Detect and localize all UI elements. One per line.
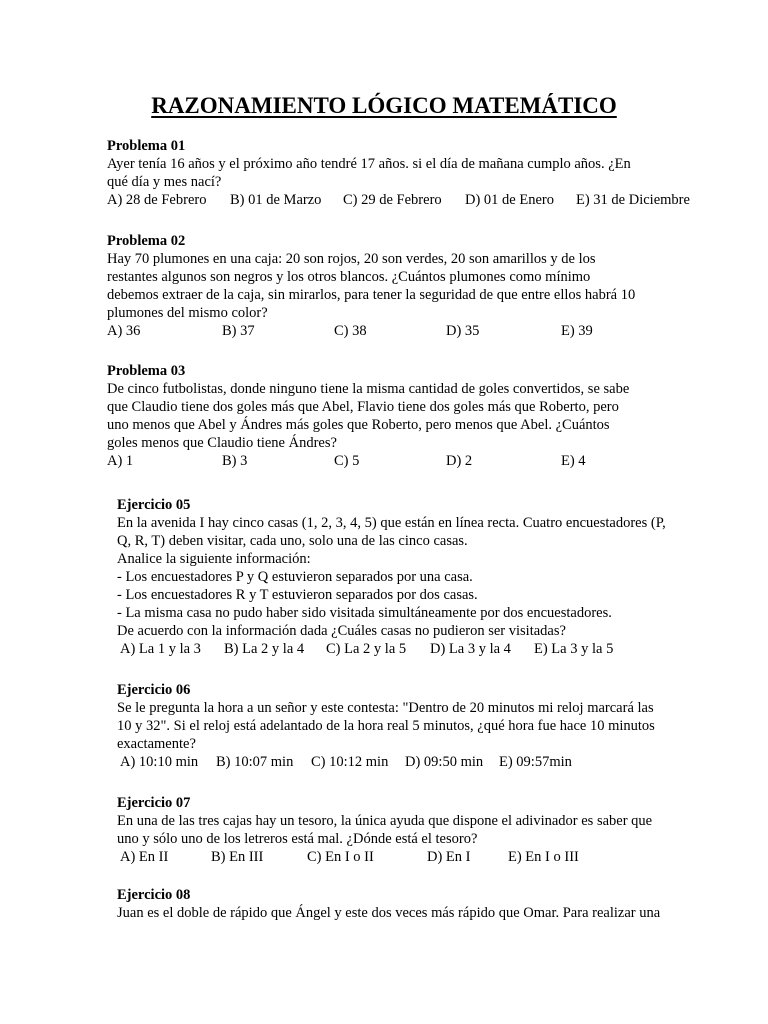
exercise-heading: Ejercicio 07 <box>117 795 191 811</box>
answer-options <box>117 848 727 866</box>
exercise-text-line: uno y sólo uno de los letreros está mal. ¿Dónde está el tesoro? <box>117 831 478 847</box>
problem-text-line: debemos extraer de la caja, sin mirarlos, para tener la seguridad de que entre ellos habrá 10 <box>107 287 636 303</box>
option-a: A) La 1 y la 3 <box>120 641 201 657</box>
option-c: C) La 2 y la 5 <box>326 641 407 657</box>
problem-01 <box>107 137 727 209</box>
option-e: E) En I o III <box>508 849 579 865</box>
page-title: RAZONAMIENTO LÓGICO MATEMÁTICO <box>151 93 617 118</box>
exercise-text-line: Se le pregunta la hora a un señor y este contesta: "Dentro de 20 minutos mi reloj marcará las <box>117 700 654 716</box>
option-b: B) 01 de Marzo <box>230 192 322 208</box>
option-d: D) La 3 y la 4 <box>430 641 511 657</box>
problem-text-line: Ayer tenía 16 años y el próximo año tendré 17 años. si el día de mañana cumplo años. ¿En <box>107 156 631 172</box>
problem-text-line: qué día y mes nací? <box>107 174 222 190</box>
option-e: E) 09:57min <box>499 754 572 770</box>
exercise-text-line: - Los encuestadores R y T estuvieron separados por dos casas. <box>117 587 478 603</box>
option-e: E) 31 de Diciembre <box>576 192 690 208</box>
answer-options <box>107 452 727 470</box>
exercise-text-line: De acuerdo con la información dada ¿Cuáles casas no pudieron ser visitadas? <box>117 623 566 639</box>
option-d: D) 09:50 min <box>405 754 484 770</box>
problem-text-line: plumones del mismo color? <box>107 305 268 321</box>
exercise-07 <box>117 794 727 866</box>
option-a: A) 10:10 min <box>120 754 199 770</box>
exercise-text-line: En una de las tres cajas hay un tesoro, la única ayuda que dispone el adivinador es saber que <box>117 813 653 829</box>
option-a: A) En II <box>120 849 169 865</box>
problem-text-line: restantes algunos son negros y los otros blancos. ¿Cuántos plumones como mínimo <box>107 269 591 285</box>
option-c: C) En I o II <box>307 849 374 865</box>
exercise-text-line: Q, R, T) deben visitar, cada uno, solo una de las cinco casas. <box>117 533 468 549</box>
option-c: C) 38 <box>334 323 367 339</box>
exercise-08 <box>117 886 727 922</box>
answer-options <box>117 640 727 658</box>
exercise-text-line: Analice la siguiente información: <box>117 551 311 567</box>
option-a: A) 1 <box>107 453 134 469</box>
problem-heading: Problema 03 <box>107 363 186 379</box>
option-d: D) 01 de Enero <box>465 192 554 208</box>
problem-03 <box>107 362 727 470</box>
problem-heading: Problema 01 <box>107 138 186 154</box>
option-e: E) La 3 y la 5 <box>534 641 614 657</box>
option-a: A) 36 <box>107 323 141 339</box>
exercise-text-line: exactamente? <box>117 736 196 752</box>
problem-text-line: uno menos que Abel y Ándres más goles que Roberto, pero menos que Abel. ¿Cuántos <box>107 417 610 433</box>
problem-text-line: De cinco futbolistas, donde ninguno tiene la misma cantidad de goles convertidos, se sabe <box>107 381 630 397</box>
exercise-heading: Ejercicio 05 <box>117 497 191 513</box>
problem-02 <box>107 232 727 340</box>
exercise-text-line: En la avenida I hay cinco casas (1, 2, 3, 4, 5) que están en línea recta. Cuatro encuestadores (P, <box>117 515 666 531</box>
option-d: D) 2 <box>446 453 473 469</box>
exercise-text-line: Juan es el doble de rápido que Ángel y este dos veces más rápido que Omar. Para realizar una <box>117 905 661 921</box>
option-c: C) 29 de Febrero <box>343 192 442 208</box>
exercise-text-line: - Los encuestadores P y Q estuvieron separados por una casa. <box>117 569 473 585</box>
problem-text-line: goles menos que Claudio tiene Ándres? <box>107 435 337 451</box>
answer-options <box>117 753 727 771</box>
problem-text-line: Hay 70 plumones en una caja: 20 son rojos, 20 son verdes, 20 son amarillos y de los <box>107 251 596 267</box>
option-b: B) La 2 y la 4 <box>224 641 305 657</box>
option-e: E) 39 <box>561 323 593 339</box>
option-b: B) 10:07 min <box>216 754 294 770</box>
option-c: C) 10:12 min <box>311 754 389 770</box>
option-e: E) 4 <box>561 453 586 469</box>
problem-text-line: que Claudio tiene dos goles más que Abel, Flavio tiene dos goles más que Roberto, pero <box>107 399 619 415</box>
exercise-text-line: - La misma casa no pudo haber sido visitada simultáneamente por dos encuestadores. <box>117 605 612 621</box>
option-a: A) 28 de Febrero <box>107 192 207 208</box>
exercise-05 <box>117 496 727 658</box>
exercise-text-line: 10 y 32". Si el reloj está adelantado de la hora real 5 minutos, ¿qué hora fue hace 10 minutos <box>117 718 655 734</box>
option-d: D) 35 <box>446 323 480 339</box>
answer-options <box>107 322 727 340</box>
problem-heading: Problema 02 <box>107 233 186 249</box>
option-b: B) 37 <box>222 323 255 339</box>
answer-options <box>107 191 727 209</box>
option-b: B) En III <box>211 849 264 865</box>
option-d: D) En I <box>427 849 471 865</box>
exercise-heading: Ejercicio 06 <box>117 682 191 698</box>
exercise-heading: Ejercicio 08 <box>117 887 191 903</box>
option-c: C) 5 <box>334 453 360 469</box>
exercise-06 <box>117 681 727 771</box>
option-b: B) 3 <box>222 453 248 469</box>
